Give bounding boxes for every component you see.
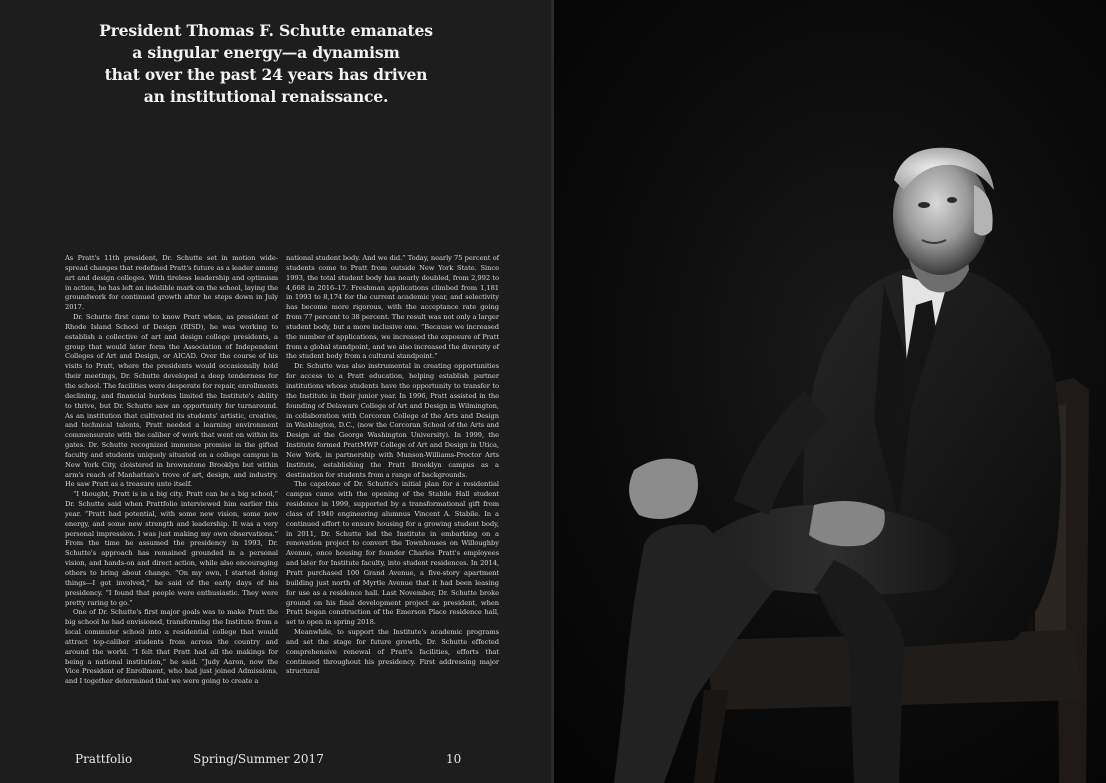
- footer-issue: Spring/Summer 2017: [193, 752, 324, 766]
- paragraph: Meanwhile, to support the Institute's academic programs and set the stage for future growth, Dr. Schutte effected comprehensive renewal of Pratt's facilities, efforts that continued throughout his presidency. First addressing major structural: [286, 628, 499, 676]
- page-number: 10: [446, 752, 462, 766]
- hand: [809, 501, 885, 546]
- pull-quote-line-4: an institutional renaissance.: [143, 87, 389, 106]
- paragraph: Dr. Schutte first came to know Pratt when, as president of Rhode Island School of Design (RISD), he was working to establish a collective of art and design college presidents, a group that would later form the Association of Independent Colleges of Art and Design, or AICAD. Over the course of his visits to Pratt, where the presidents would occasionally hold their meetings, Dr. Schutte developed a deep tenderness for the school. The facilities were desperate for repair, enrollments declining, and financial burdens limited the Institute's ability to thrive, but Dr. Schutte saw an opportunity for turnaround. As an institution that cultivated its students' artistic, creative, and technical talents, Pratt needed a learning environment commensurate with the caliber of work that went on within its gates. Dr. Schutte recognized immense promise in the gifted faculty and students uniquely situated on a college campus in New York City, cloistered in brownstone Brooklyn but within arm's reach of Manhattan's trove of art, design, and industry. He saw Pratt as a treasure unto itself.: [65, 313, 278, 489]
- paragraph: Dr. Schutte was also instrumental in creating opportunities for access to a Pratt education, helping establish partner institutions whose students have the opportunity to transfer to the Institute in their junior year. In 1996, Pratt assisted in the founding of Delaware College of Art and Design in Wilmington, in collaboration with Corcoran College of the Arts and Design in Washington, D.C., (now the Corcoran School of the Arts and Design at the George Washington University). In 1999, the Institute formed PrattMWP College of Art and Design in Utica, New York, in partnership with Munson-Williams-Proctor Arts Institute, establishing the Pratt Brooklyn campus as a destination for students from a range of backgrounds.: [286, 362, 499, 479]
- pull-quote-line-1: President Thomas F. Schutte emanates: [99, 21, 433, 40]
- paragraph: national student body. And we did.” Today, nearly 75 percent of students come to Pratt from outside New York State. Since 1993, the total student body has nearly doubled, from 2,992 to 4,668 in 2016–17. Freshman applications climbed from 1,181 in 1993 to 8,174 for the current academic year, and selectivity has become more rigorous, with the acceptance rate going from 77 percent to 38 percent. The result was not only a larger student body, but a more inclusive one. “Because we increased the number of applications, we increased the exposure of Pratt from a global standpoint, and we also increased the diversity of the student body from a cultural standpoint.”: [286, 254, 499, 361]
- paragraph: As Pratt's 11th president, Dr. Schutte set in motion wide-spread changes that redefined Pratt's future as a leader among art and design colleges. With tireless leadership and optimism in action, he has left an indelible mark on the school, laying the groundwork for continued growth after he steps down in July 2017.: [65, 254, 278, 312]
- pull-quote-line-3: that over the past 24 years has driven: [104, 65, 428, 84]
- paragraph: One of Dr. Schutte's first major goals was to make Pratt the big school he had envisioned, transforming the Institute from a local commuter school into a residential college that would attract top-caliber students from across the country and around the world. “I felt that Pratt had all the makings for being a national institution,” he said. “Judy Aaron, now the Vice President of Enrollment, who had just joined Admissions, and I together determined that we were going to create a: [65, 608, 278, 686]
- article-column-1: [65, 254, 278, 687]
- pull-quote-line-2: a singular energy—a dynamism: [132, 43, 400, 62]
- right-page-portrait-photo: [554, 0, 1106, 783]
- pull-quote: [96, 20, 436, 108]
- hand: [629, 459, 698, 519]
- article-column-2: [286, 254, 499, 677]
- paragraph: “I thought, Pratt is in a big city. Pratt can be a big school,” Dr. Schutte said when Prattfolio interviewed him earlier this year. “Pratt had potential, with some new vision, some new energy, and some new strength and leadership. It was a very personal impression. I was just making my own observations.” From the time he assumed the presidency in 1993, Dr. Schutte's approach has remained grounded in a personal vision, and hands-on and direct action, while also encouraging others to bring about change. “On my own, I started doing things—I got involved,” he said of the early days of his presidency. “I found that people were enthusiastic. They were pretty raring to go.”: [65, 490, 278, 607]
- footer-publication: Prattfolio: [75, 752, 133, 766]
- paragraph: The capstone of Dr. Schutte's initial plan for a residential campus came with the opening of the Stabile Hall student residence in 1999, supported by a transformational gift from class of 1940 engineering alumnus Vincent A. Stabile. In a continued effort to ensure housing for a growing student body, in 2011, Dr. Schutte led the Institute in embarking on a renovation project to convert the Townhouses on Willoughby Avenue, once housing for founder Charles Pratt's employees and later for Institute faculty, into student residences. In 2014, Pratt purchased 100 Grand Avenue, a five-story apartment building just north of Myrtle Avenue that it had been leasing for use as a residence hall. Last November, Dr. Schutte broke ground on his final development project as president, when Pratt began construction of the Emerson Place residence hall, set to open in spring 2018.: [286, 480, 499, 627]
- portrait-illustration: [554, 0, 1106, 783]
